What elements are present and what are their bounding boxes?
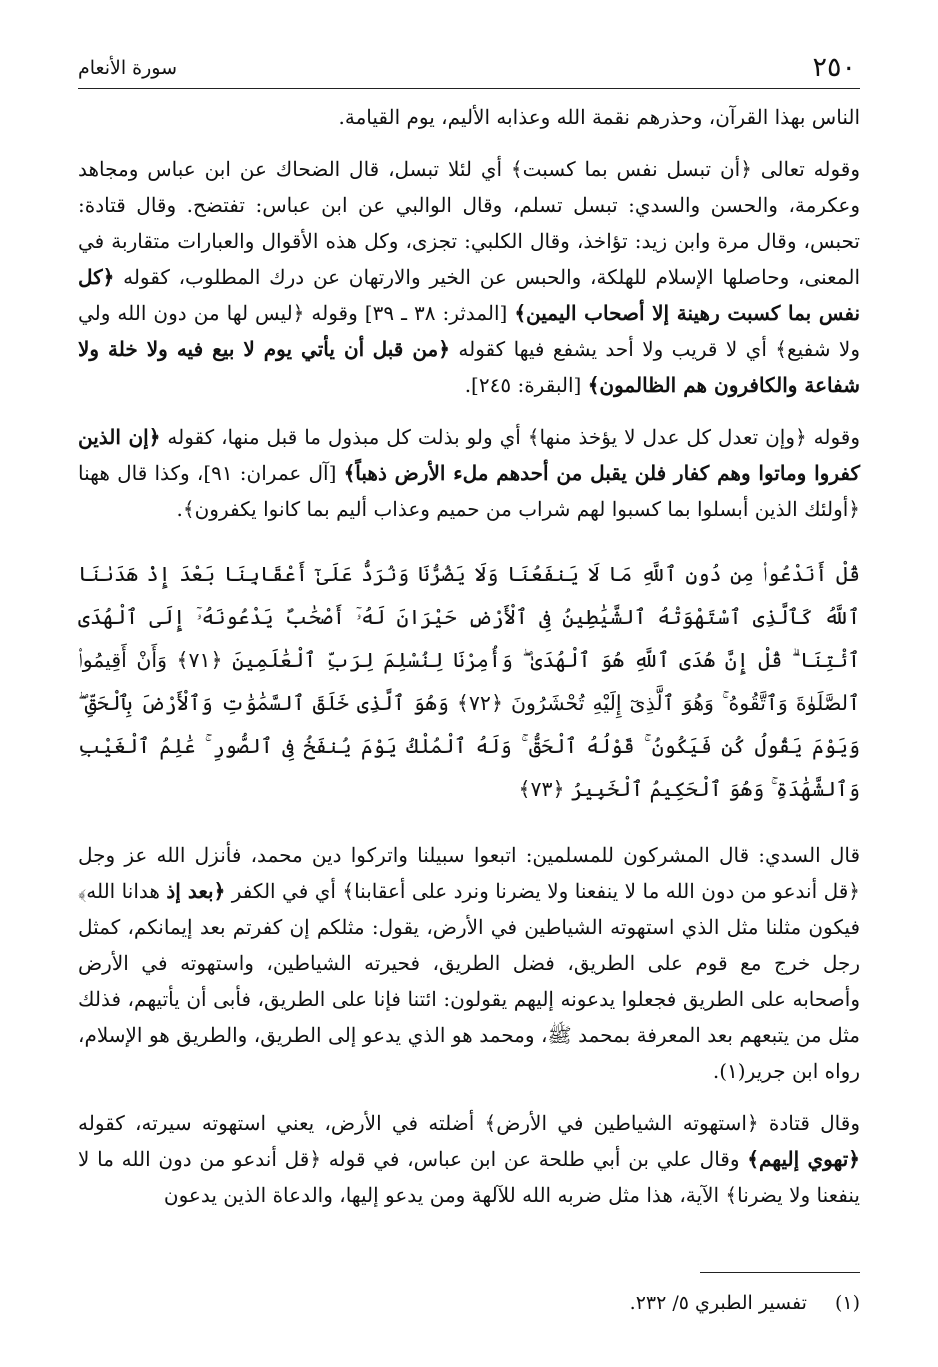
verse-line: ٱلصُّورِ ۚ عَٰلِمُ ٱلْغَيْبِ وَٱلشَّهَٰدَةِ ۚ وَهُوَ ٱلْحَكِيمُ ٱلْخَبِيرُ ﴿٧٣﴾ bbox=[78, 734, 860, 801]
text-segment: وقال قتادة: تحبس، وقال مرة وابن زيد: تؤاخذ، وقال الكلبي: تجزى، وكل هذه الأقوال bbox=[78, 193, 861, 253]
text-segment: والعبارات متقاربة في المعنى، وحاصلها الإسلام للهلكة، والحبس عن الخير والارتهان عن bbox=[78, 229, 861, 289]
text-segment: ما لا ينفعنا ولا يضرنا﴾ الآية، هذا مثل ضربه الله للآلهة ومن يدعو إليها، والدعاة الذين يدعون bbox=[78, 1147, 860, 1207]
commentary-section-2 bbox=[78, 837, 860, 1213]
quoted-verse-text: ﴿تهوي إليهم﴾ bbox=[747, 1147, 861, 1171]
text-segment: هدانا الله﴾ فيكون مثلنا مثل الذي استهوته الشياطين في الأرض، يقول: مثلكم إن كفرتم بعد bbox=[78, 879, 861, 939]
page-number: ٢٥٠ bbox=[812, 52, 856, 83]
text-segment: في الأرض وأصحابه على الطريق فجعلوا يدعونه إليهم يقولون: ائتنا فإنا على الطريق، فأبى أن bbox=[78, 951, 860, 1011]
surah-title: سورة الأنعام bbox=[78, 57, 178, 79]
verse-line: قُلْ أَنَدْعُوا۟ مِن دُونِ ٱللَّهِ مَا لَا يَنفَعُنَا وَلَا يَضُرُّنَا وَنُرَدُّ عَلَىٰٓ أَعْقَابِنَا بَعْدَ إِذْ هَدَىٰنَا ٱللَّهُ كَٱلَّذِى ٱسْتَهْوَتْهُ bbox=[78, 562, 860, 629]
verse-line: خَلَقَ ٱلسَّمَٰوَٰتِ وَٱلْأَرْضَ بِٱلْحَقِّ ۖ وَيَوْمَ يَقُولُ كُن فَيَكُونُ ۚ قَوْلُهُ ٱلْحَقُّ ۚ وَلَهُ ٱلْمُلْكُ يَوْمَ يُنفَخُ فِى bbox=[78, 691, 860, 758]
text-segment: وكذا قال ههنا ﴿أولئك الذين أبسلوا بما كسبوا لهم شراب من حميم وعذاب أليم بما كانوا bbox=[78, 461, 860, 521]
paragraph bbox=[78, 99, 860, 135]
paragraph bbox=[78, 1105, 860, 1213]
footnote-divider bbox=[700, 1272, 860, 1273]
paragraph bbox=[78, 837, 860, 1089]
paragraph bbox=[78, 151, 860, 403]
verse-line: لِنُسْلِمَ لِرَبِّ ٱلْعَٰلَمِينَ ﴿٧١﴾ وَأَنْ أَقِيمُوا۟ ٱلصَّلَوٰةَ وَٱتَّقُوهُ ۚ وَهُوَ ٱلَّذِىٓ إِلَيْهِ تُحْشَرُونَ ﴿٧٢﴾ وَهُوَ ٱلَّذِى bbox=[78, 648, 860, 715]
commentary-body bbox=[78, 99, 860, 1213]
footnote bbox=[630, 1288, 860, 1318]
page-header bbox=[78, 48, 860, 89]
paragraph bbox=[78, 419, 860, 527]
text-segment: وقال قتادة ﴿استهوته الشياطين في الأرض﴾ أضلته في الأرض، يعني استهوته سيرته، bbox=[135, 1111, 860, 1135]
quoted-verse-text: ﴿من قبل bbox=[372, 337, 450, 361]
commentary-section-1 bbox=[78, 99, 860, 527]
text-segment: وجل ﴿قل أندعو من دون الله ما لا ينفعنا ولا يضرنا ونرد على أعقابنا﴾ أي في الكفر bbox=[78, 843, 861, 903]
quoted-verse-text: ﴿بعد إذ bbox=[166, 879, 226, 903]
text-segment: يكفرون﴾. bbox=[176, 497, 257, 521]
text-segment: قال السدي: قال المشركون للمسلمين: اتبعوا سبيلنا واتركوا دين محمد، فأنزل الله عز bbox=[124, 843, 861, 867]
text-segment: ومجاهد وعكرمة، والحسن والسدي: تبسل تسلم، وقال الوالبي عن ابن عباس: تفتضح. bbox=[78, 157, 861, 217]
quoted-verse-text: ﴿كل نفس بما كسبت رهينة إلا أصحاب اليمين﴾ bbox=[78, 265, 861, 325]
quran-verse-block bbox=[78, 553, 860, 811]
text-segment: [البقرة: ٢٤٥]. bbox=[464, 373, 588, 397]
text-segment: وقال علي بن أبي طلحة عن ابن عباس، في قوله ﴿قل أندعو من دون الله bbox=[121, 1147, 748, 1171]
text-segment: والطريق هو الإسلام، رواه ابن جرير(١). bbox=[78, 1023, 860, 1083]
text-segment: إيمانكم، كمثل رجل خرج مع قوم على الطريق، فضل الطريق، فحيرته الشياطين، واستهوته bbox=[78, 915, 861, 975]
text-segment: [المدثر: ٣٨ ـ ٣٩] bbox=[364, 301, 515, 325]
text-segment: درك المطلوب، كقوله bbox=[114, 265, 305, 289]
text-segment: الناس بهذا القرآن، وحذرهم نقمة الله وعذابه الأليم، يوم القيامة. bbox=[338, 105, 860, 129]
text-segment: وقوله ﴿وإن تعدل كل عدل لا يؤخذ منها﴾ أي ولو بذلت كل مبذول ما قبل منها، كقوله bbox=[167, 425, 861, 449]
footnote-text: تفسير الطبري ٥/ ٢٣٢. bbox=[629, 1292, 807, 1314]
text-segment: وقوله تعالى ﴿أن تبسل نفس بما كسبت﴾ أي لئلا تبسل، قال الضحاك عن ابن عباس bbox=[147, 157, 861, 181]
text-segment: كقوله bbox=[78, 1111, 125, 1135]
footnote-number: (١) bbox=[834, 1292, 860, 1314]
verse-line: ٱلشَّيَٰطِينُ فِى ٱلْأَرْضِ حَيْرَانَ لَهُۥٓ أَصْحَٰبٌ يَدْعُونَهُۥٓ إِلَى ٱلْهُدَى ٱئْتِنَا ۗ قُلْ إِنَّ هُدَى ٱللَّهِ هُوَ ٱلْهُدَىٰ ۖ وَأُمِرْنَا bbox=[78, 605, 860, 672]
text-segment: [آل عمران: ٩١]، bbox=[196, 461, 344, 485]
quoted-verse-text: أن يأتي يوم لا بيع فيه ولا خلة ولا شفاعة والكافرون هم الظالمون﴾ bbox=[78, 337, 860, 397]
text-segment: يأتيهم، فذلك مثل من يتبعهم بعد المعرفة بمحمد ﷺ، ومحمد هو الذي يدعو إلى الطريق، bbox=[78, 987, 861, 1047]
text-segment: وقوله ﴿ليس لها من دون الله ولي ولا شفيع﴾ أي لا قريب ولا أحد يشفع فيها كقوله bbox=[78, 301, 860, 361]
quoted-verse-text: ﴿إن الذين كفروا وماتوا وهم كفار فلن يقبل من أحدهم ملء الأرض ذهباً﴾ bbox=[78, 425, 861, 485]
